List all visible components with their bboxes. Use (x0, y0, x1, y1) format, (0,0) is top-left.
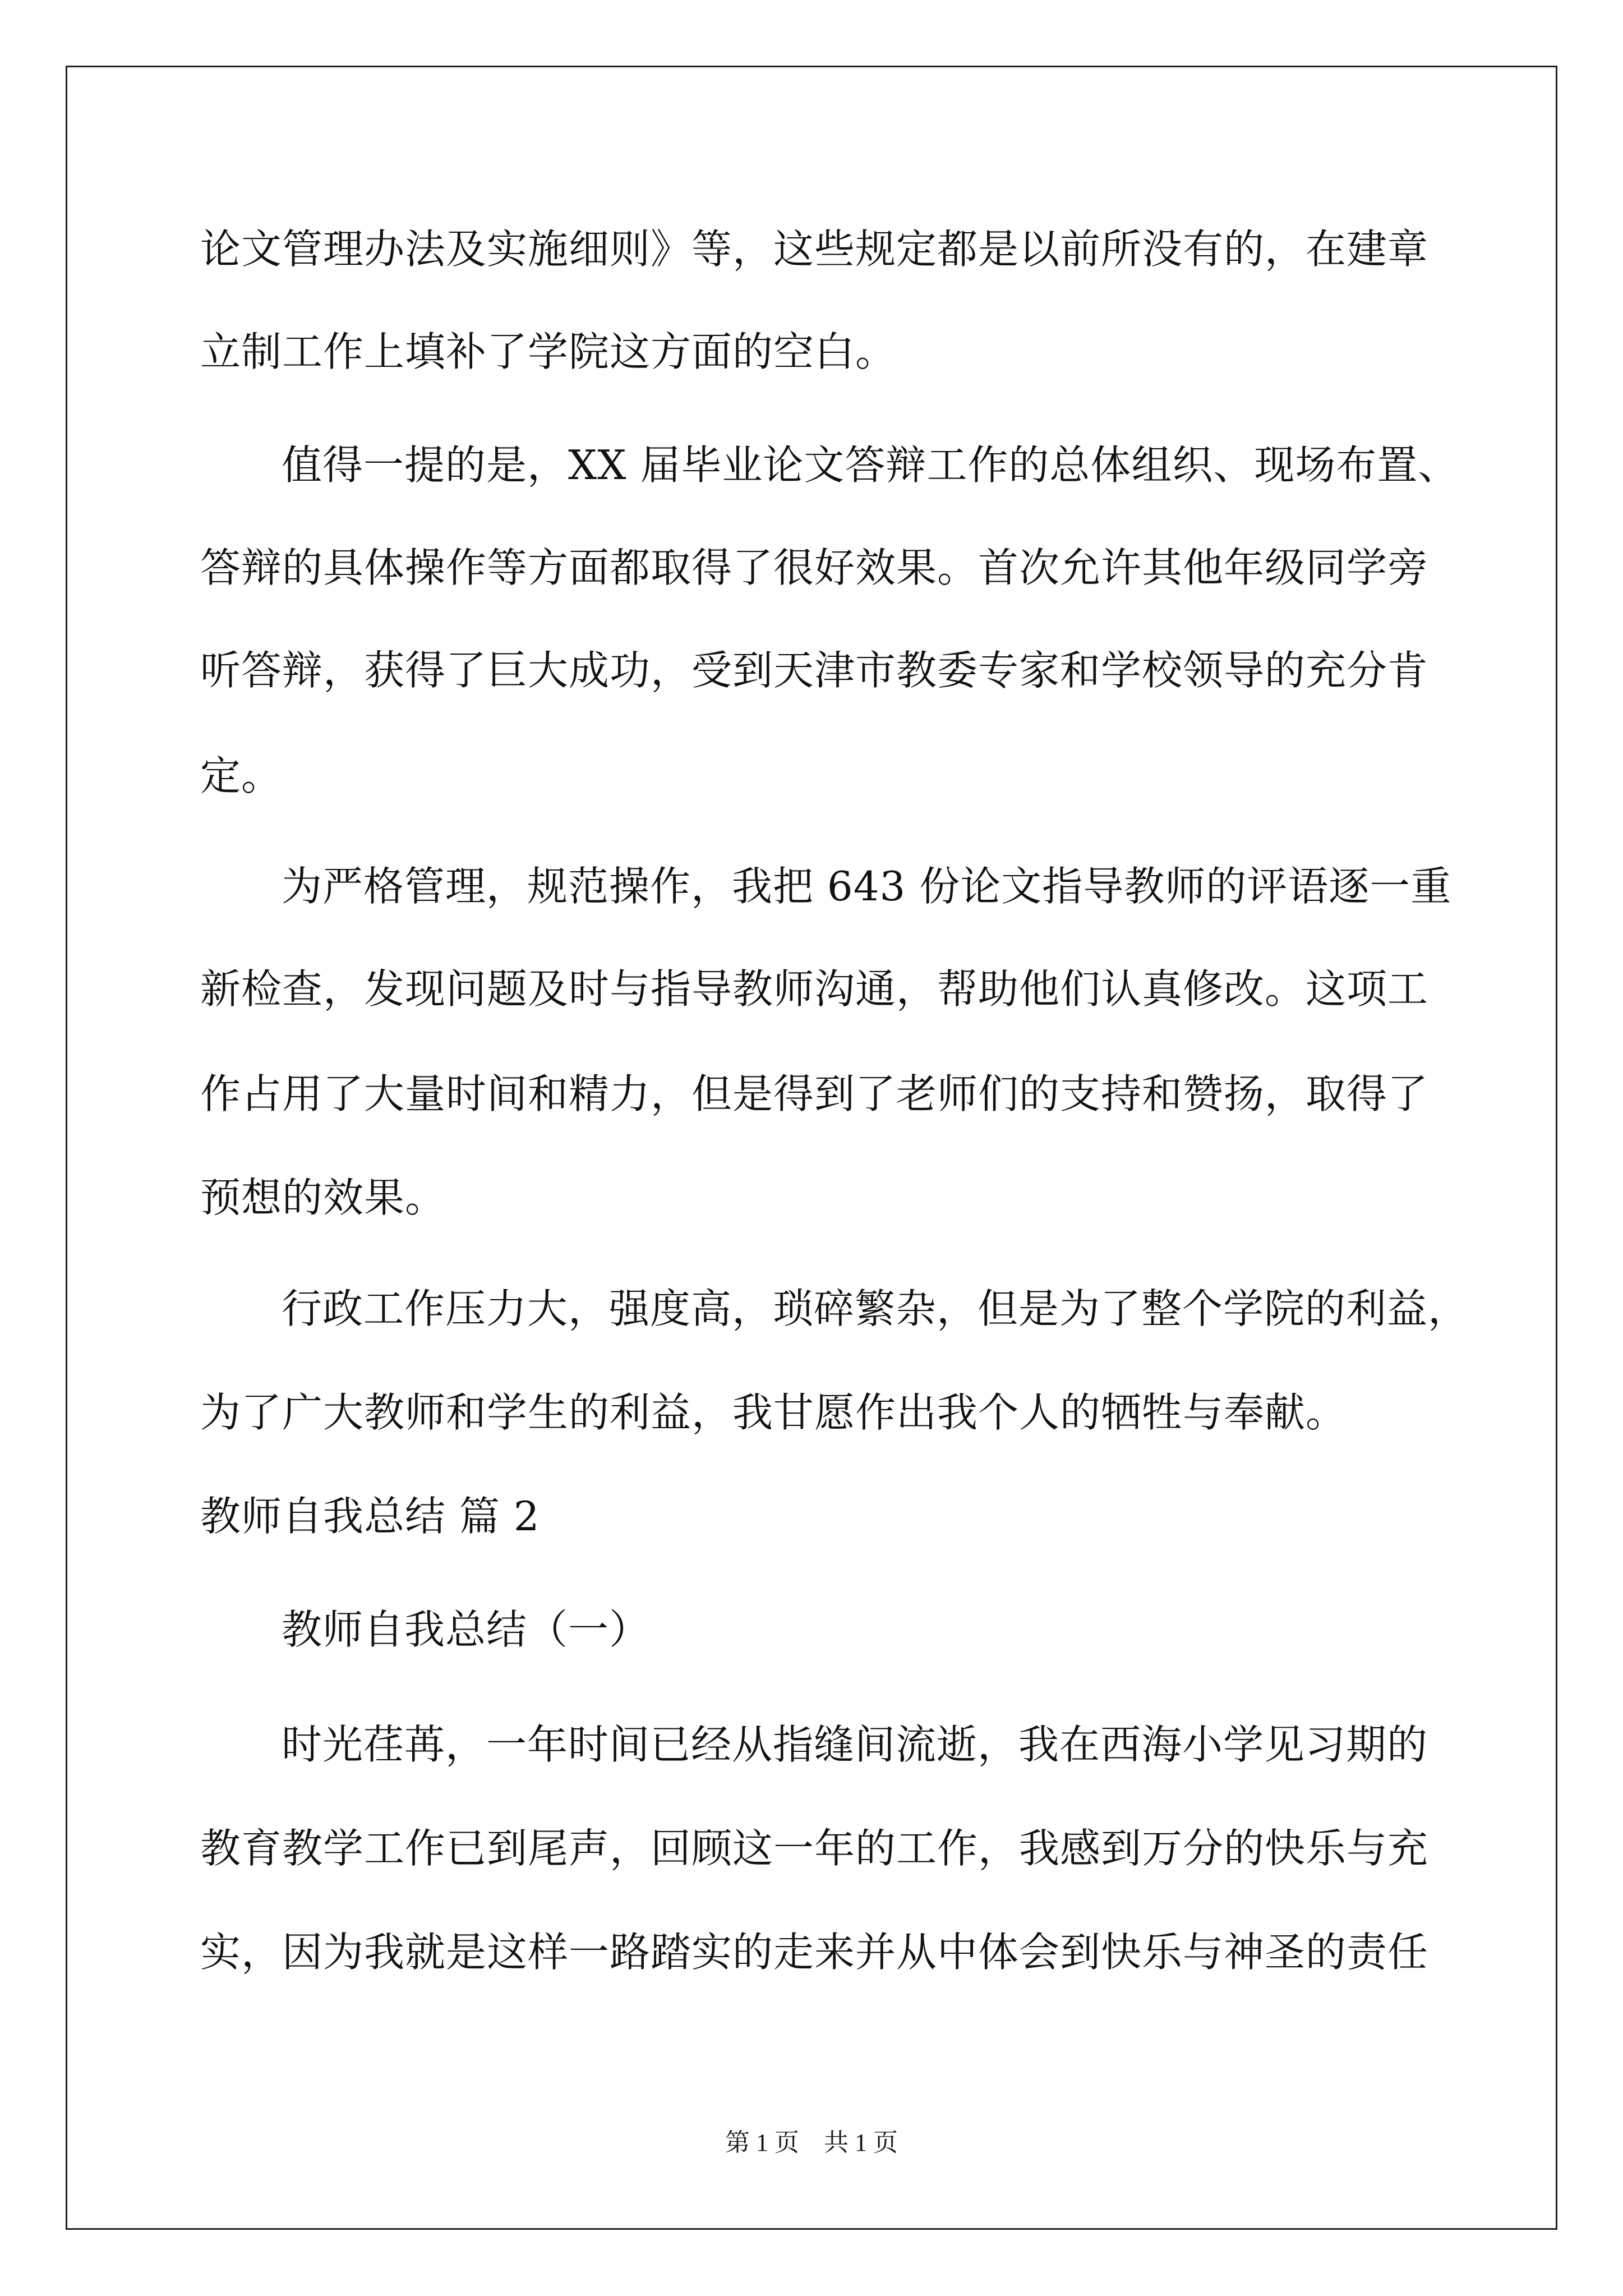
paragraph-line: 实，因为我就是这样一路踏实的走来并从中体会到快乐与神圣的责任 (200, 1929, 1429, 1976)
paragraph-line: 教育教学工作已到尾声，回顾这一年的工作，我感到万分的快乐与充 (200, 1825, 1429, 1872)
paragraph-line: 预想的效果。 (200, 1174, 446, 1221)
paragraph-line: 答辩的具体操作等方面都取得了很好效果。首次允许其他年级同学旁 (200, 544, 1429, 591)
paragraph-line: 为了广大教师和学生的利益，我甘愿作出我个人的牺牲与奉献。 (200, 1389, 1347, 1436)
paragraph-line: 行政工作压力大，强度高，琐碎繁杂，但是为了整个学院的利益， (282, 1285, 1469, 1332)
paragraph-line: 作占用了大量时间和精力，但是得到了老师们的支持和赞扬，取得了 (200, 1070, 1429, 1117)
paragraph-line: 听答辩，获得了巨大成功，受到天津市教委专家和学校领导的充分肯 (200, 647, 1429, 694)
subsection-heading: 教师自我总结（一） (282, 1606, 651, 1653)
paragraph-line: 新检查，发现问题及时与指导教师沟通，帮助他们认真修改。这项工 (200, 965, 1429, 1013)
paragraph-line: 立制工作上填补了学院这方面的空白。 (200, 328, 897, 375)
section-heading: 教师自我总结 篇 2 (200, 1493, 540, 1540)
paragraph-line: 论文管理办法及实施细则》等，这些规定都是以前所没有的，在建章 (200, 226, 1429, 273)
paragraph-line: 值得一提的是，XX 届毕业论文答辩工作的总体组织、现场布置、 (282, 441, 1459, 489)
paragraph-line: 定。 (200, 752, 283, 799)
page-number-footer: 第 1 页 共 1 页 (725, 2129, 898, 2156)
paragraph-line: 时光荏苒，一年时间已经从指缝间流逝，我在西海小学见习期的 (282, 1721, 1428, 1768)
paragraph-line: 为严格管理，规范操作，我把 643 份论文指导教师的评语逐一重 (282, 863, 1452, 910)
page-border (66, 66, 1557, 2230)
